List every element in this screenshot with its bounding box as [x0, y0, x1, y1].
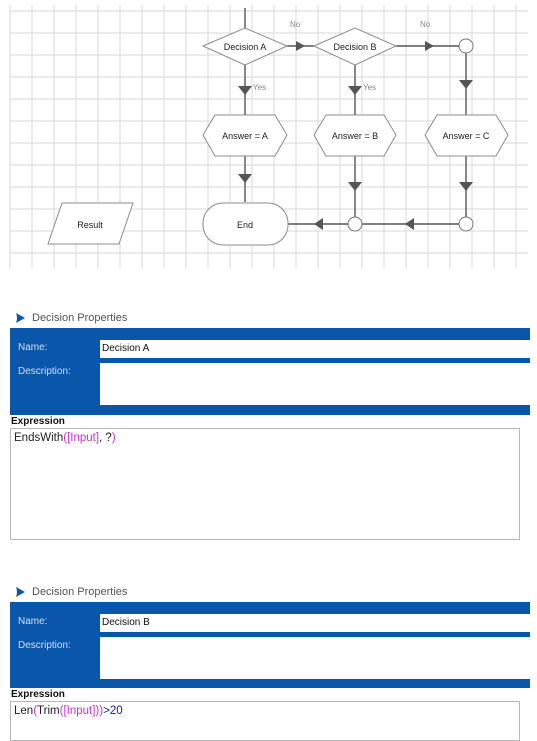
expression-token-paren: (	[63, 432, 68, 444]
panel-header	[10, 308, 530, 328]
name-field[interactable]	[100, 340, 530, 358]
expression-label: Expression	[11, 689, 65, 700]
properties-grid	[10, 602, 530, 688]
description-field[interactable]	[100, 363, 530, 405]
edge-label-no-b: No	[420, 20, 431, 29]
expression-text	[14, 432, 116, 444]
expression-token-num: 20	[109, 705, 123, 717]
expression-token-fn: EndsWith	[14, 432, 64, 444]
properties-grid	[10, 328, 530, 415]
decision-a-label: Decision A	[223, 42, 267, 52]
junction-node[interactable]	[348, 217, 362, 231]
decision-b-label: Decision B	[333, 42, 377, 52]
expression-token-field: [Input]	[63, 705, 96, 717]
expression-editor[interactable]	[10, 701, 520, 741]
decision-properties-panel-b	[10, 582, 530, 741]
expression-token-fn: Len	[14, 705, 34, 717]
expression-token-fn: , ?	[99, 432, 112, 444]
description-label: Description:	[18, 366, 71, 377]
expression-text	[14, 705, 123, 717]
junction-node[interactable]	[459, 217, 473, 231]
expression-token-paren: )	[111, 432, 116, 444]
name-value: Decision A	[102, 343, 150, 354]
name-value: Decision B	[102, 617, 150, 628]
junction-node[interactable]	[459, 39, 473, 53]
expression-token-paren: (	[59, 705, 64, 717]
decision-properties-icon	[14, 312, 26, 324]
expression-token-fn: Trim	[37, 705, 60, 717]
edge-label-yes-a: Yes	[253, 83, 267, 92]
description-label: Description:	[18, 640, 71, 651]
arrow-right-icon	[425, 41, 434, 51]
answer-c-label: Answer = C	[442, 131, 490, 141]
decision-properties-icon	[14, 586, 26, 598]
name-field[interactable]	[100, 614, 530, 632]
result-label: Result	[77, 220, 103, 230]
expression-token-paren: )	[95, 705, 100, 717]
end-label: End	[236, 220, 254, 230]
arrow-right-icon	[296, 41, 305, 51]
name-label: Name:	[18, 616, 48, 627]
flowchart-svg	[0, 0, 537, 275]
panel-header	[10, 582, 530, 602]
expression-token-paren: )	[99, 705, 104, 717]
decision-properties-panel-a	[10, 308, 530, 540]
arrow-down-icon	[238, 174, 252, 183]
arrow-down-icon	[238, 86, 252, 95]
description-field[interactable]	[100, 637, 530, 679]
expression-token-op: >	[103, 705, 110, 717]
answer-a-label: Answer = A	[222, 131, 268, 141]
name-label: Name:	[18, 342, 48, 353]
flowchart-canvas[interactable]	[0, 0, 537, 275]
arrow-down-icon	[459, 80, 473, 89]
panel-title: Decision Properties	[32, 586, 128, 598]
expression-editor[interactable]	[10, 428, 520, 540]
panel-title: Decision Properties	[32, 312, 128, 324]
answer-b-label: Answer = B	[331, 131, 379, 141]
edge-label-no-a: No	[290, 20, 301, 29]
arrow-down-icon	[348, 86, 362, 95]
expression-label: Expression	[11, 416, 65, 427]
expression-token-paren: (	[33, 705, 38, 717]
edge-label-yes-b: Yes	[363, 83, 377, 92]
expression-token-field: [Input]	[67, 432, 100, 444]
